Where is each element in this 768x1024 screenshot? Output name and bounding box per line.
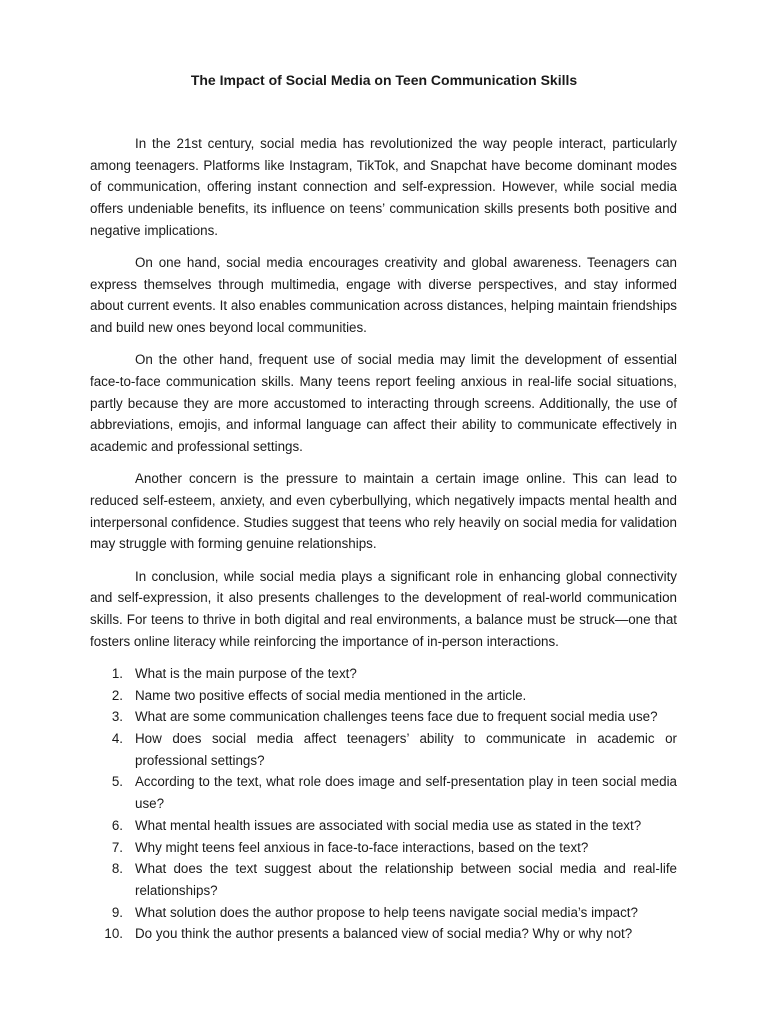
document-body <box>90 133 677 945</box>
paragraph: On one hand, social media encourages creativity and global awareness. Teenagers can express themselves through multimedia, engage with diverse perspectives, and stay informed about current events. It also enables communication across distances, helping maintain friendships and build new ones beyond local communities. <box>90 255 677 336</box>
question-text: Do you think the author presents a balanced view of social media? Why or why not? <box>135 926 633 942</box>
question-item <box>90 923 677 945</box>
question-item <box>90 902 677 924</box>
paragraph: On the other hand, frequent use of social media may limit the development of essential face-to-face communication skills. Many teens report feeling anxious in real-life social situations, partly because they are more accustomed to interacting through screens. Additionally, the use of abbreviations, emojis, and informal language can affect their ability to communicate effectively in academic and professional settings. <box>90 352 677 455</box>
document-title: The Impact of Social Media on Teen Communication Skills <box>190 72 578 88</box>
question-item <box>90 858 677 901</box>
question-text: What does the text suggest about the relationship between social media and real-life relationships? <box>135 861 677 898</box>
question-text: Name two positive effects of social media mentioned in the article. <box>135 687 527 703</box>
question-text: According to the text, what role does image and self-presentation play in teen social media use? <box>135 774 677 812</box>
question-text: What are some communication challenges teens face due to frequent social media use? <box>135 709 658 725</box>
paragraph: Another concern is the pressure to maintain a certain image online. This can lead to reduced self-esteem, anxiety, and even cyberbullying, which negatively impacts mental health and interpersonal confidence. Studies suggest that teens who rely heavily on social media for validation may struggle with forming genuine relationships. <box>90 471 677 552</box>
question-number: 3. <box>111 709 123 725</box>
question-item <box>90 837 677 859</box>
question-number: 10. <box>104 926 123 942</box>
question-text: What is the main purpose of the text? <box>135 665 357 681</box>
question-item <box>90 815 677 837</box>
question-item <box>90 728 677 771</box>
question-text: Why might teens feel anxious in face-to-face interactions, based on the text? <box>135 839 589 855</box>
question-item <box>90 771 677 814</box>
question-number: 7. <box>111 839 123 855</box>
question-list <box>90 663 677 945</box>
question-number: 8. <box>111 861 123 877</box>
paragraph: In the 21st century, social media has revolutionized the way people interact, particularly among teenagers. Platforms like Instagram, TikTok, and Snapchat have become dominant modes of communication, offering instant connection and self-expression. However, while social media offers undeniable benefits, its influence on teens’ communication skills presents both positive and negative implications. <box>90 136 677 238</box>
question-item <box>90 663 677 685</box>
question-item <box>90 706 677 728</box>
question-text: How does social media affect teenagers’ ability to communicate in academic or professional settings? <box>135 731 677 768</box>
question-number: 1. <box>111 665 123 681</box>
question-number: 5. <box>111 774 123 790</box>
question-number: 9. <box>111 904 123 920</box>
question-text: What solution does the author propose to help teens navigate social media’s impact? <box>135 904 638 920</box>
question-number: 6. <box>111 817 123 833</box>
question-item <box>90 685 677 707</box>
question-number: 4. <box>111 731 123 747</box>
paragraph: In conclusion, while social media plays a significant role in enhancing global connectivity and self-expression, it also presents challenges to the development of real-world communication skills. For teens to thrive in both digital and real environments, a balance must be struck—one that fosters online literacy while reinforcing the importance of in-person interactions. <box>90 568 677 649</box>
question-number: 2. <box>111 687 123 703</box>
question-text: What mental health issues are associated with social media use as stated in the text? <box>135 817 642 833</box>
